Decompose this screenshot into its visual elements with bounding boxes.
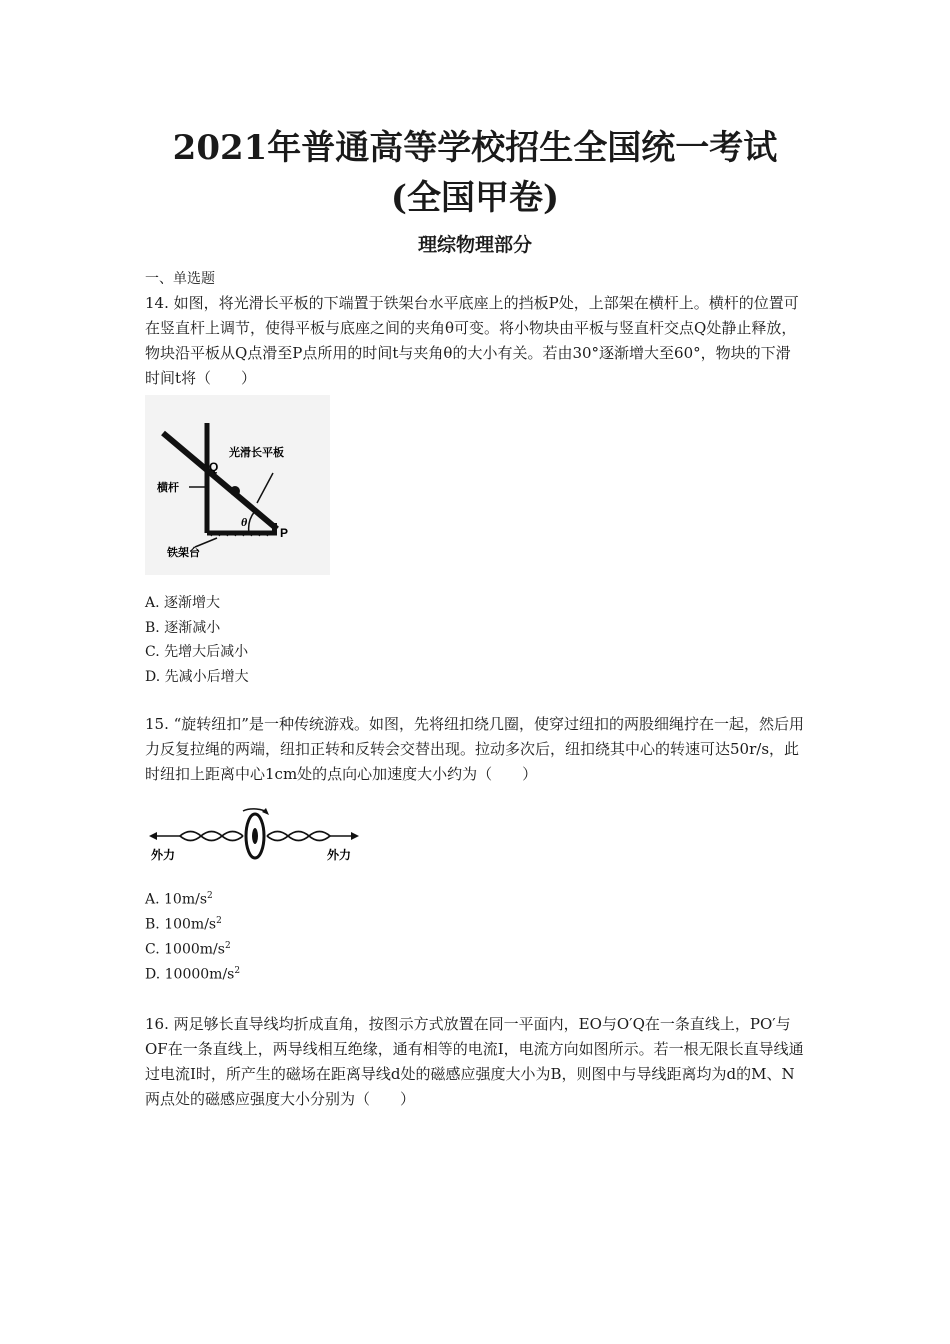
q15-option-c: C. $1000m/s^2$ xyxy=(145,941,231,958)
q15-option-b: B. $100m/s^2$ xyxy=(145,916,222,933)
fig15-label-right-force: 外力 xyxy=(327,848,352,862)
q15-option-d: D. $10000m/s^2$ xyxy=(145,966,241,983)
q14-option-a: A. 逐渐增大 xyxy=(145,595,221,611)
q14-option-d: D. 先减小后增大 xyxy=(145,669,249,685)
fig14-label-board: 光滑长平板 xyxy=(229,447,284,459)
q14-option-c: C. 先增大后减小 xyxy=(145,644,249,660)
q14-option-b: B. 逐渐减小 xyxy=(145,620,221,636)
section-heading: 一、单选题 xyxy=(145,271,215,287)
exam-title: 2021年普通高等学校招生全国统一考试 xyxy=(172,128,778,168)
fig14-label-p: P xyxy=(280,526,289,540)
section-subject: 理综物理部分 xyxy=(417,234,532,256)
fig14-label-stand: 铁架台 xyxy=(167,547,200,559)
fig15-label-left-force: 外力 xyxy=(151,848,176,862)
question-14-text: 14. 如图，将光滑长平板的下端置于铁架台水平底座上的挡板P处，上部架在横杆上。横杆的位置可在竖直杆上调节，使得平板与底座之间的夹角θ可变。将小物块由平板与竖直杆交点Q处静止释放，物块沿平板从Q点滑至P点所用的时间t与夹角θ的大小有关。若由30°逐渐增大至60°，物块的下滑时间t将（ ） xyxy=(145,294,799,387)
fig14-label-q: Q xyxy=(209,460,219,474)
q15-option-a: A. $10m/s^2$ xyxy=(145,891,213,908)
question-15-figure xyxy=(145,803,365,865)
question-14-figure xyxy=(145,395,330,575)
fig14-label-theta: θ xyxy=(241,515,248,529)
question-15-text: 15. “旋转纽扣”是一种传统游戏。如图，先将纽扣绕几圈，使穿过纽扣的两股细绳拧在一起，然后用力反复拉绳的两端，纽扣正转和反转会交替出现。拉动多次后，纽扣绕其中心的转速可达50r/s，此时纽扣上距离中心1cm处的点向心加速度大小约为（ ） xyxy=(145,715,804,783)
fig14-label-bar: 横杆 xyxy=(157,482,179,494)
exam-paper-name: (全国甲卷) xyxy=(390,178,560,218)
question-16-text: 16. 两足够长直导线均折成直角，按图示方式放置在同一平面内，EO与O′Q在一条直线上，PO′与OF在一条直线上，两导线相互绝缘，通有相等的电流I，电流方向如图所示。若一根无限长直导线通过电流I时，所产生的磁场在距离导线d处的磁感应强度大小为B，则图中与导线距离均为d的M、N两点处的磁感应强度大小分别为（ ） xyxy=(145,1015,804,1108)
